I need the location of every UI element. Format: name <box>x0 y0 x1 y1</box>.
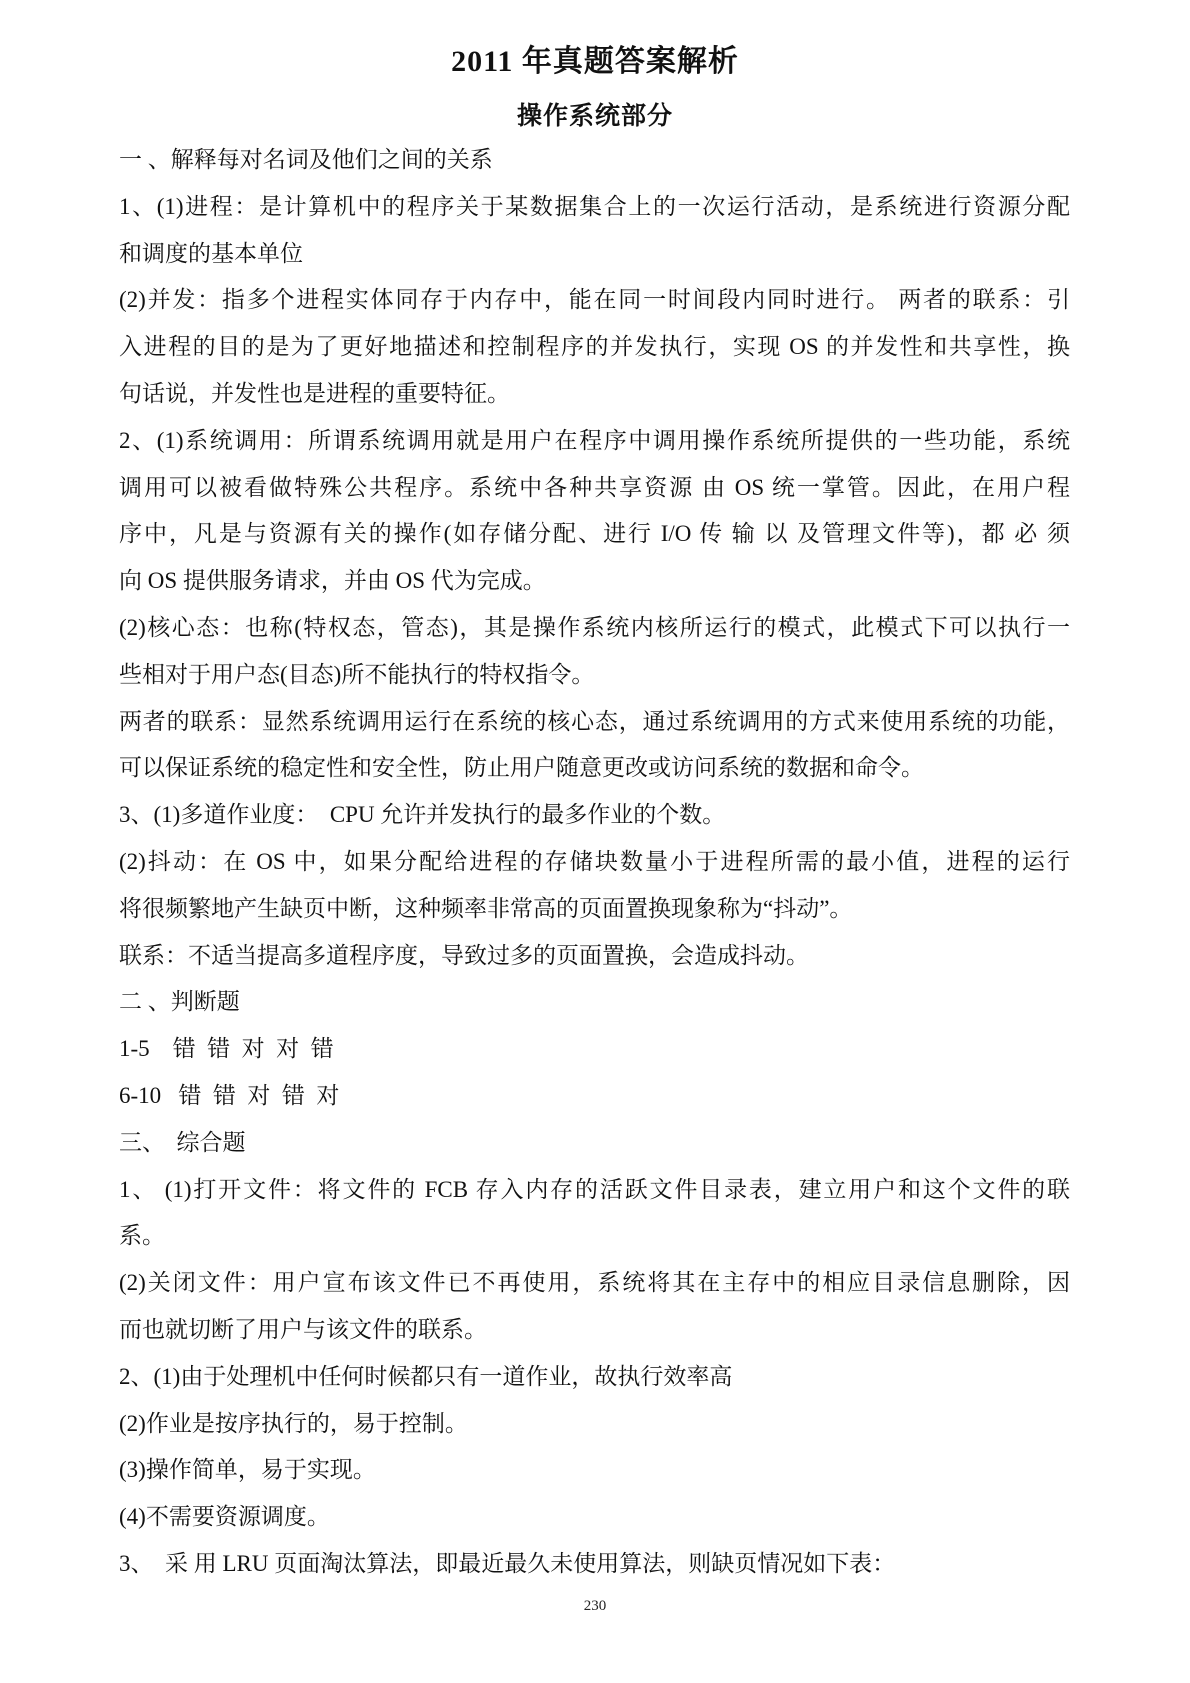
text-line: 1、(1)进程：是计算机中的程序关于某数据集合上的一次运行活动，是系统进行资源分配 <box>119 193 1070 219</box>
text-line: (3)操作简单，易于实现。 <box>119 1457 376 1483</box>
text-line: (2)核心态：也称(特权态，管态)，其是操作系统内核所运行的模式，此模式下可以执行一 <box>119 614 1070 640</box>
text-line: 序中，凡是与资源有关的操作(如存储分配、进行 I/O 传 输 以 及管理文件等)，都 必 须 <box>119 521 1070 547</box>
text-line: 1-5 错 错 对 对 错 <box>119 1036 334 1062</box>
text-line: 一 、解释每对名词及他们之间的关系 <box>119 147 493 172</box>
doc-title: 2011 年真题答案解析 <box>451 45 739 78</box>
text-line: 3、 采 用 LRU 页面淘汰算法，即最近最久未使用算法，则缺页情况如下表： <box>119 1550 896 1576</box>
section-heading: 操作系统部分 <box>516 103 673 130</box>
text-line: 而也就切断了用户与该文件的联系。 <box>119 1316 487 1342</box>
text-line: 2、(1)由于处理机中任何时候都只有一道作业，故执行效率高 <box>119 1363 733 1389</box>
text-line: 系。 <box>119 1223 165 1249</box>
text-line: 二 、判断题 <box>119 989 240 1015</box>
text-line: 三、 综合题 <box>119 1129 246 1155</box>
text-line: (4)不需要资源调度。 <box>119 1504 330 1530</box>
text-line: 将很频繁地产生缺页中断，这种频率非常高的页面置换现象称为“抖动”。 <box>119 895 853 921</box>
text-line: 句话说，并发性也是进程的重要特征。 <box>119 380 510 406</box>
text-line: 向 OS 提供服务请求，并由 OS 代为完成。 <box>119 568 546 594</box>
text-line: (2)关闭文件：用户宣布该文件已不再使用，系统将其在主存中的相应目录信息删除，因 <box>119 1270 1070 1296</box>
text-line: 可以保证系统的稳定性和安全性，防止用户随意更改或访问系统的数据和命令。 <box>119 755 924 781</box>
text-line: (2)作业是按序执行的，易于控制。 <box>119 1410 468 1436</box>
text-line: 2、(1)系统调用：所谓系统调用就是用户在程序中调用操作系统所提供的一些功能，系统 <box>119 427 1070 453</box>
text-line: (2)抖动：在 OS 中，如果分配给进程的存储块数量小于进程所需的最小值，进程的运行 <box>119 848 1070 874</box>
text-line: (2)并发：指多个进程实体同存于内存中，能在同一时间段内同时进行。 两者的联系：引 <box>119 287 1070 313</box>
text-line: 入进程的目的是为了更好地描述和控制程序的并发执行，实现 OS 的并发性和共享性，换 <box>119 334 1070 360</box>
text-line: 1、 (1)打开文件：将文件的 FCB 存入内存的活跃文件目录表，建立用户和这个文件的联 <box>119 1176 1070 1202</box>
text-line: 3、(1)多道作业度： CPU 允许并发执行的最多作业的个数。 <box>119 802 726 828</box>
text-line: 联系：不适当提高多道程序度，导致过多的页面置换，会造成抖动。 <box>119 942 809 968</box>
text-line: 些相对于用户态(目态)所不能执行的特权指令。 <box>119 661 595 687</box>
text-line: 两者的联系：显然系统调用运行在系统的核心态，通过系统调用的方式来使用系统的功能， <box>119 708 1070 734</box>
text-line: 和调度的基本单位 <box>119 240 303 266</box>
page-number: 230 <box>583 1598 607 1614</box>
text-line: 6-10 错 错 对 错 对 <box>119 1082 340 1108</box>
text-line: 调用可以被看做特殊公共程序。系统中各种共享资源 由 OS 统一掌管。因此，在用户程 <box>119 474 1070 500</box>
document-body <box>119 137 1070 1588</box>
